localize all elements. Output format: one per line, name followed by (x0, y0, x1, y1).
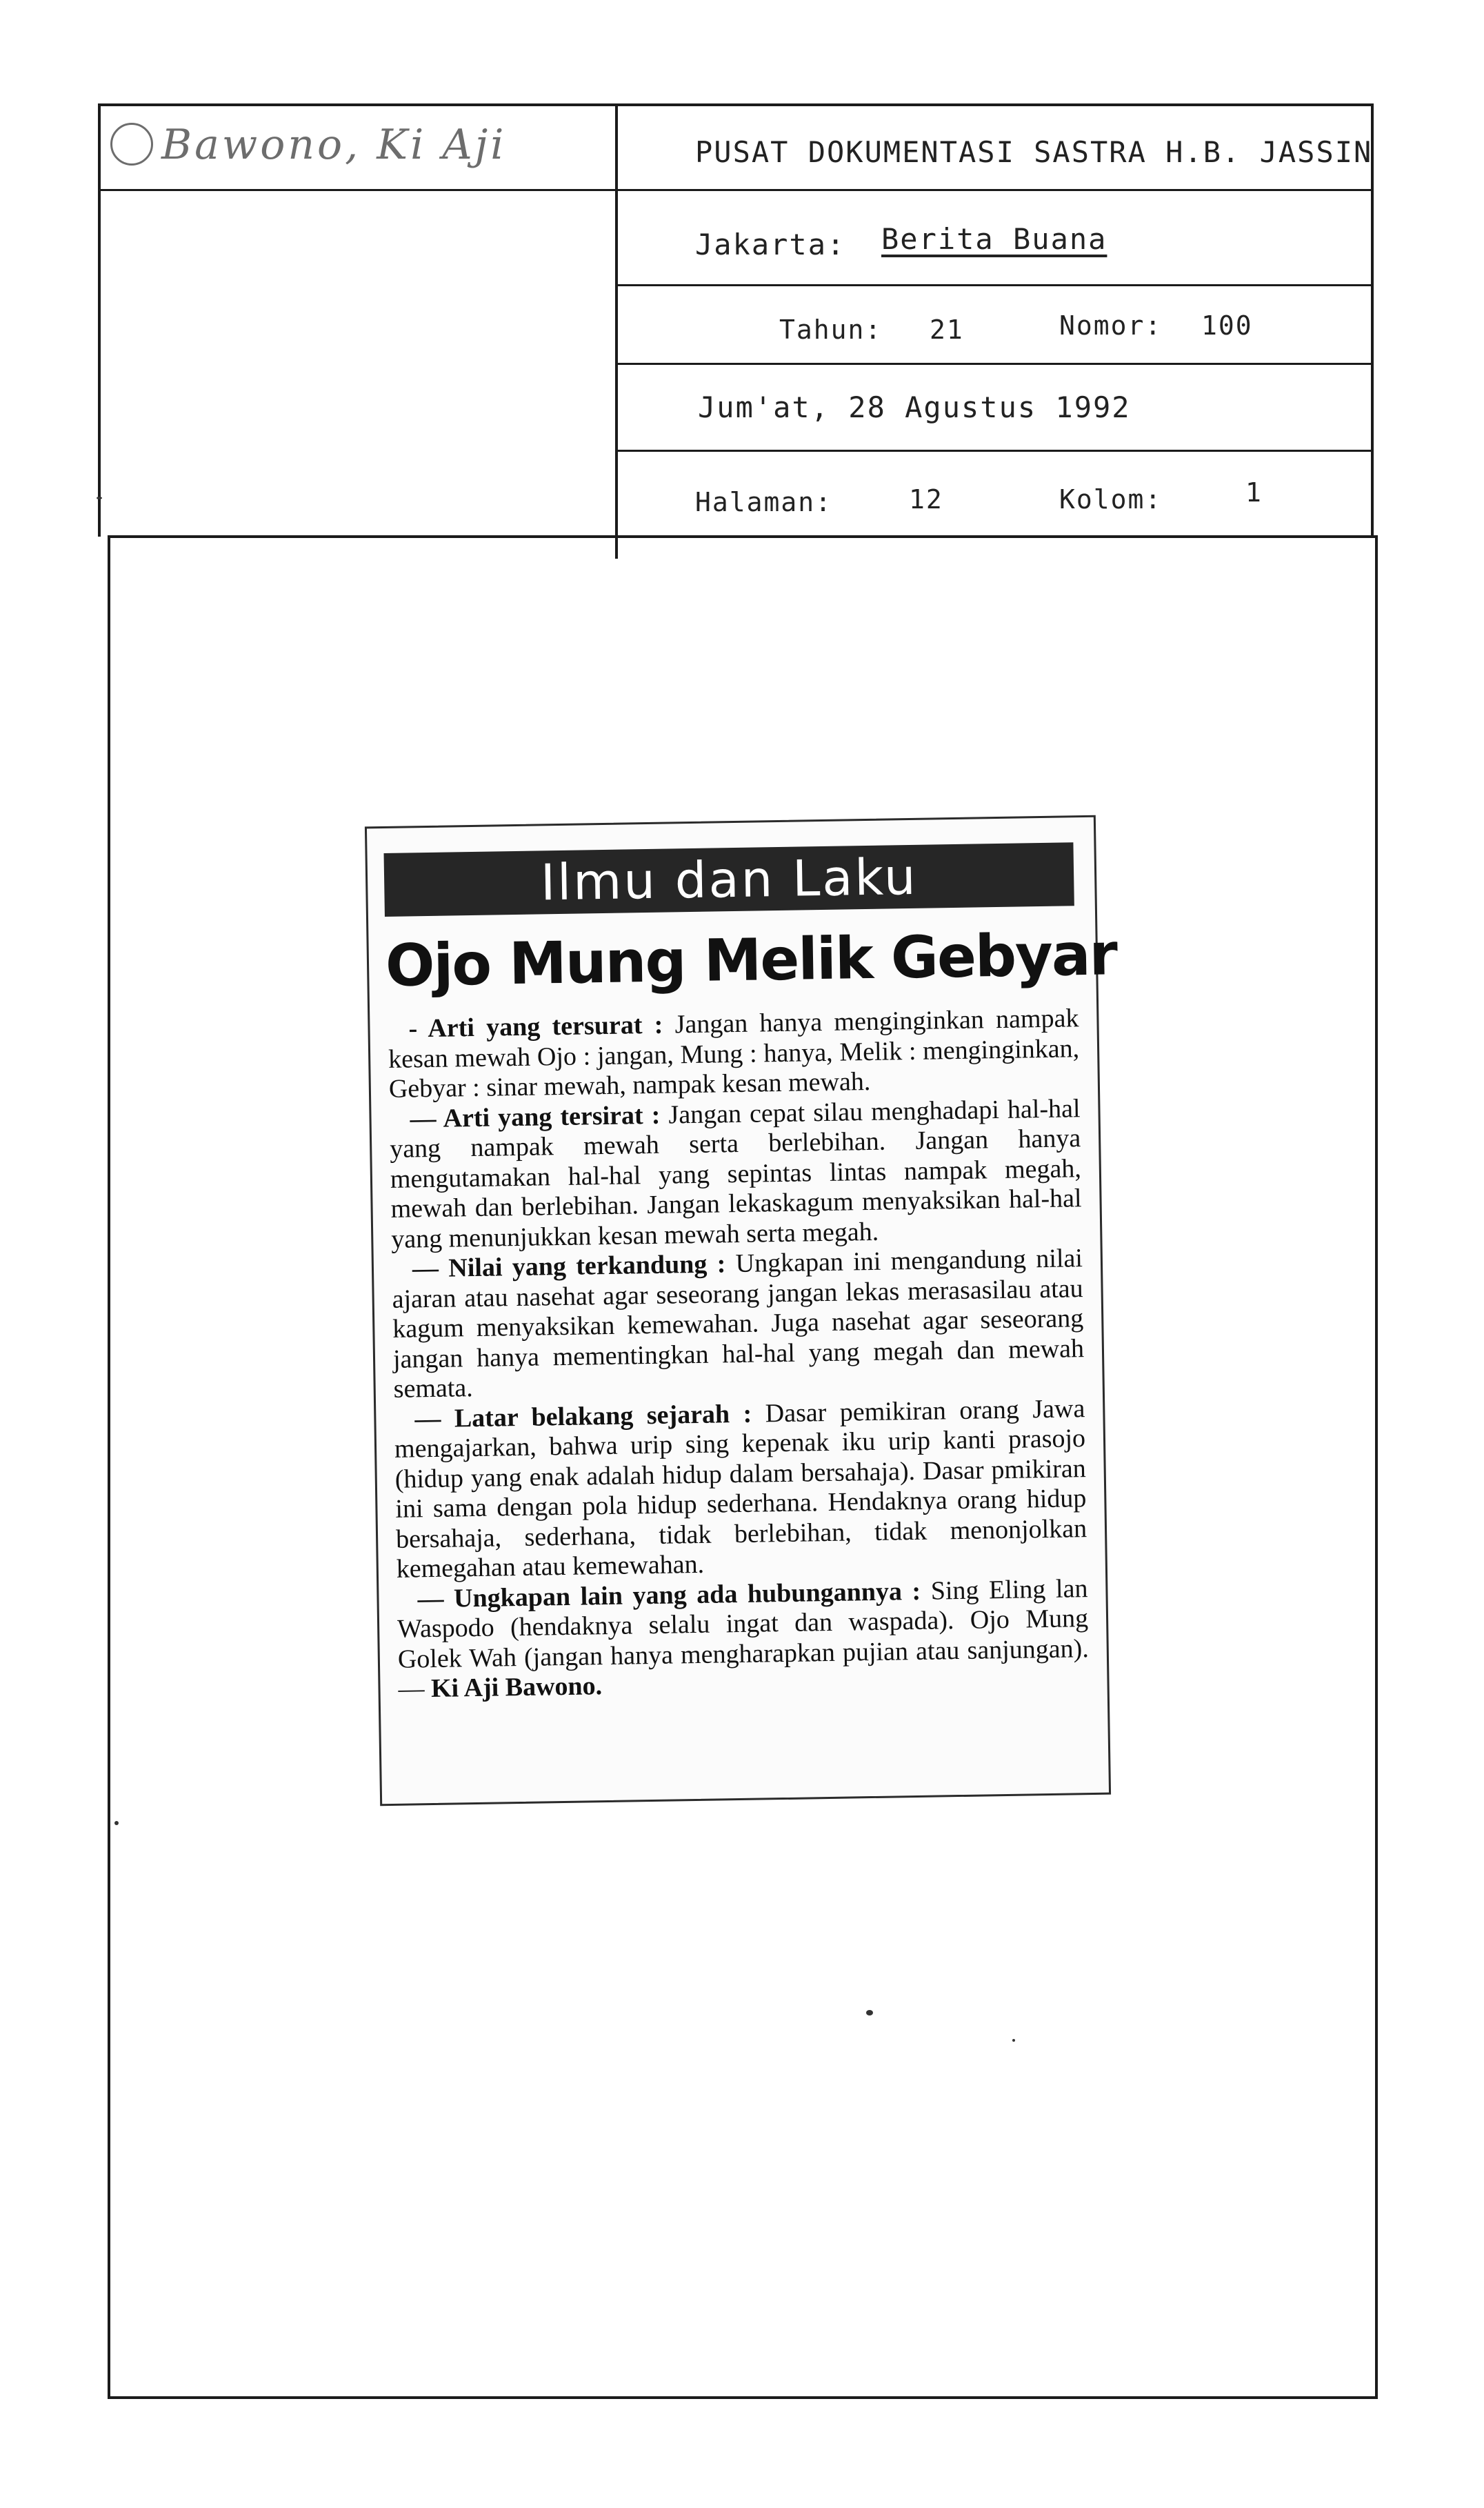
paragraph-text: Sing Eling lan Waspodo (hendaknya selalu ingat dan waspada). Ojo Mung Golek Wah (jangan hanya mengharapkan pujian atau sanjungan). — (397, 1573, 1090, 1704)
paragraph-text: Jangan cepat silau menghadapi hal-hal yang nampak mewah serta berlebihan. Jangan hanya mengutamakan hal-hal yang sepintas lintas nampak megah, mewah dan berlebihan. Jangan lekaskagum menyaksikan hal-hal yang menunjukkan kesan mewah serta megah. (389, 1093, 1082, 1254)
city-label: Jakarta: (695, 228, 846, 261)
paragraph-lead: — Arti yang tersirat : (410, 1100, 661, 1133)
article-paragraph (394, 1394, 1087, 1585)
paragraph-text: Jangan hanya menginginkan nampak kesan mewah Ojo : jangan, Mung : hanya, Melik : menginginkan, Gebyar : sinar mewah, nampak kesan mewah. (388, 1004, 1080, 1104)
paragraph-lead: — Latar belakang sejarah : (414, 1399, 752, 1433)
header-rule (615, 284, 1374, 286)
scan-speck (114, 1821, 119, 1825)
header-rule (615, 363, 1374, 365)
newspaper-clipping (365, 815, 1117, 1806)
publication-date: Jum'at, 28 Agustus 1992 (698, 390, 1131, 424)
newspaper-name: Berita Buana (881, 222, 1107, 256)
kolom-value: 1 (1245, 477, 1263, 508)
column-title-banner: Ilmu dan Laku (384, 842, 1074, 917)
article-paragraph (388, 1004, 1080, 1104)
article-paragraph (392, 1244, 1085, 1404)
header-rule (98, 189, 1374, 191)
paragraph-lead: - Arti yang tersurat : (408, 1010, 663, 1044)
paragraph-lead: — Nilai yang terkandung : (412, 1249, 726, 1284)
paragraph-lead: — Ungkapan lain yang ada hubungannya : (417, 1576, 921, 1613)
article-paragraph (389, 1094, 1082, 1255)
scan-speck (1012, 2039, 1015, 2042)
handwritten-author-note: Bawono, Ki Aji (161, 121, 507, 169)
nomor-value: 100 (1201, 310, 1253, 341)
header-rule (615, 450, 1374, 452)
kolom-label: Kolom: (1059, 484, 1163, 515)
scan-speck (97, 497, 102, 499)
institution-name: PUSAT DOKUMENTASI SASTRA H.B. JASSIN (695, 135, 1373, 169)
article-headline: Ojo Mung Melik Gebyar (385, 920, 1117, 999)
halaman-value: 12 (909, 484, 943, 515)
article-body (388, 1004, 1090, 1704)
author-signature: Ki Aji Bawono. (430, 1671, 603, 1704)
article-paragraph (397, 1574, 1090, 1705)
header-divider (615, 103, 618, 559)
paragraph-text: Dasar pemikiran orang Jawa mengajarkan, bahwa urip sing kepenak iku urip kanti prasojo (hidup yang enak adalah hidup dalam bersahaja). Dasar pmikiran ini sama dengan pola hidup sederhana. Hendaknya orang hidup bersahaja, sederhana, tidak berlebihan, tidak menonjolkan kemegahan atau kemewahan. (394, 1393, 1087, 1584)
tahun-label: Tahun: (779, 315, 883, 345)
halaman-label: Halaman: (695, 487, 833, 517)
paragraph-text: Ungkapan ini mengandung nilai ajaran atau nasehat agar seseorang jangan lekas merasasilau atau kagum menyaksikan kemewahan. Juga nasehat agar seseorang jangan hanya mementingkan hal-hal yang megah dan mewah semata. (392, 1244, 1085, 1404)
scan-speck (866, 2010, 873, 2016)
tahun-value: 21 (930, 315, 964, 345)
nomor-label: Nomor: (1059, 310, 1163, 341)
